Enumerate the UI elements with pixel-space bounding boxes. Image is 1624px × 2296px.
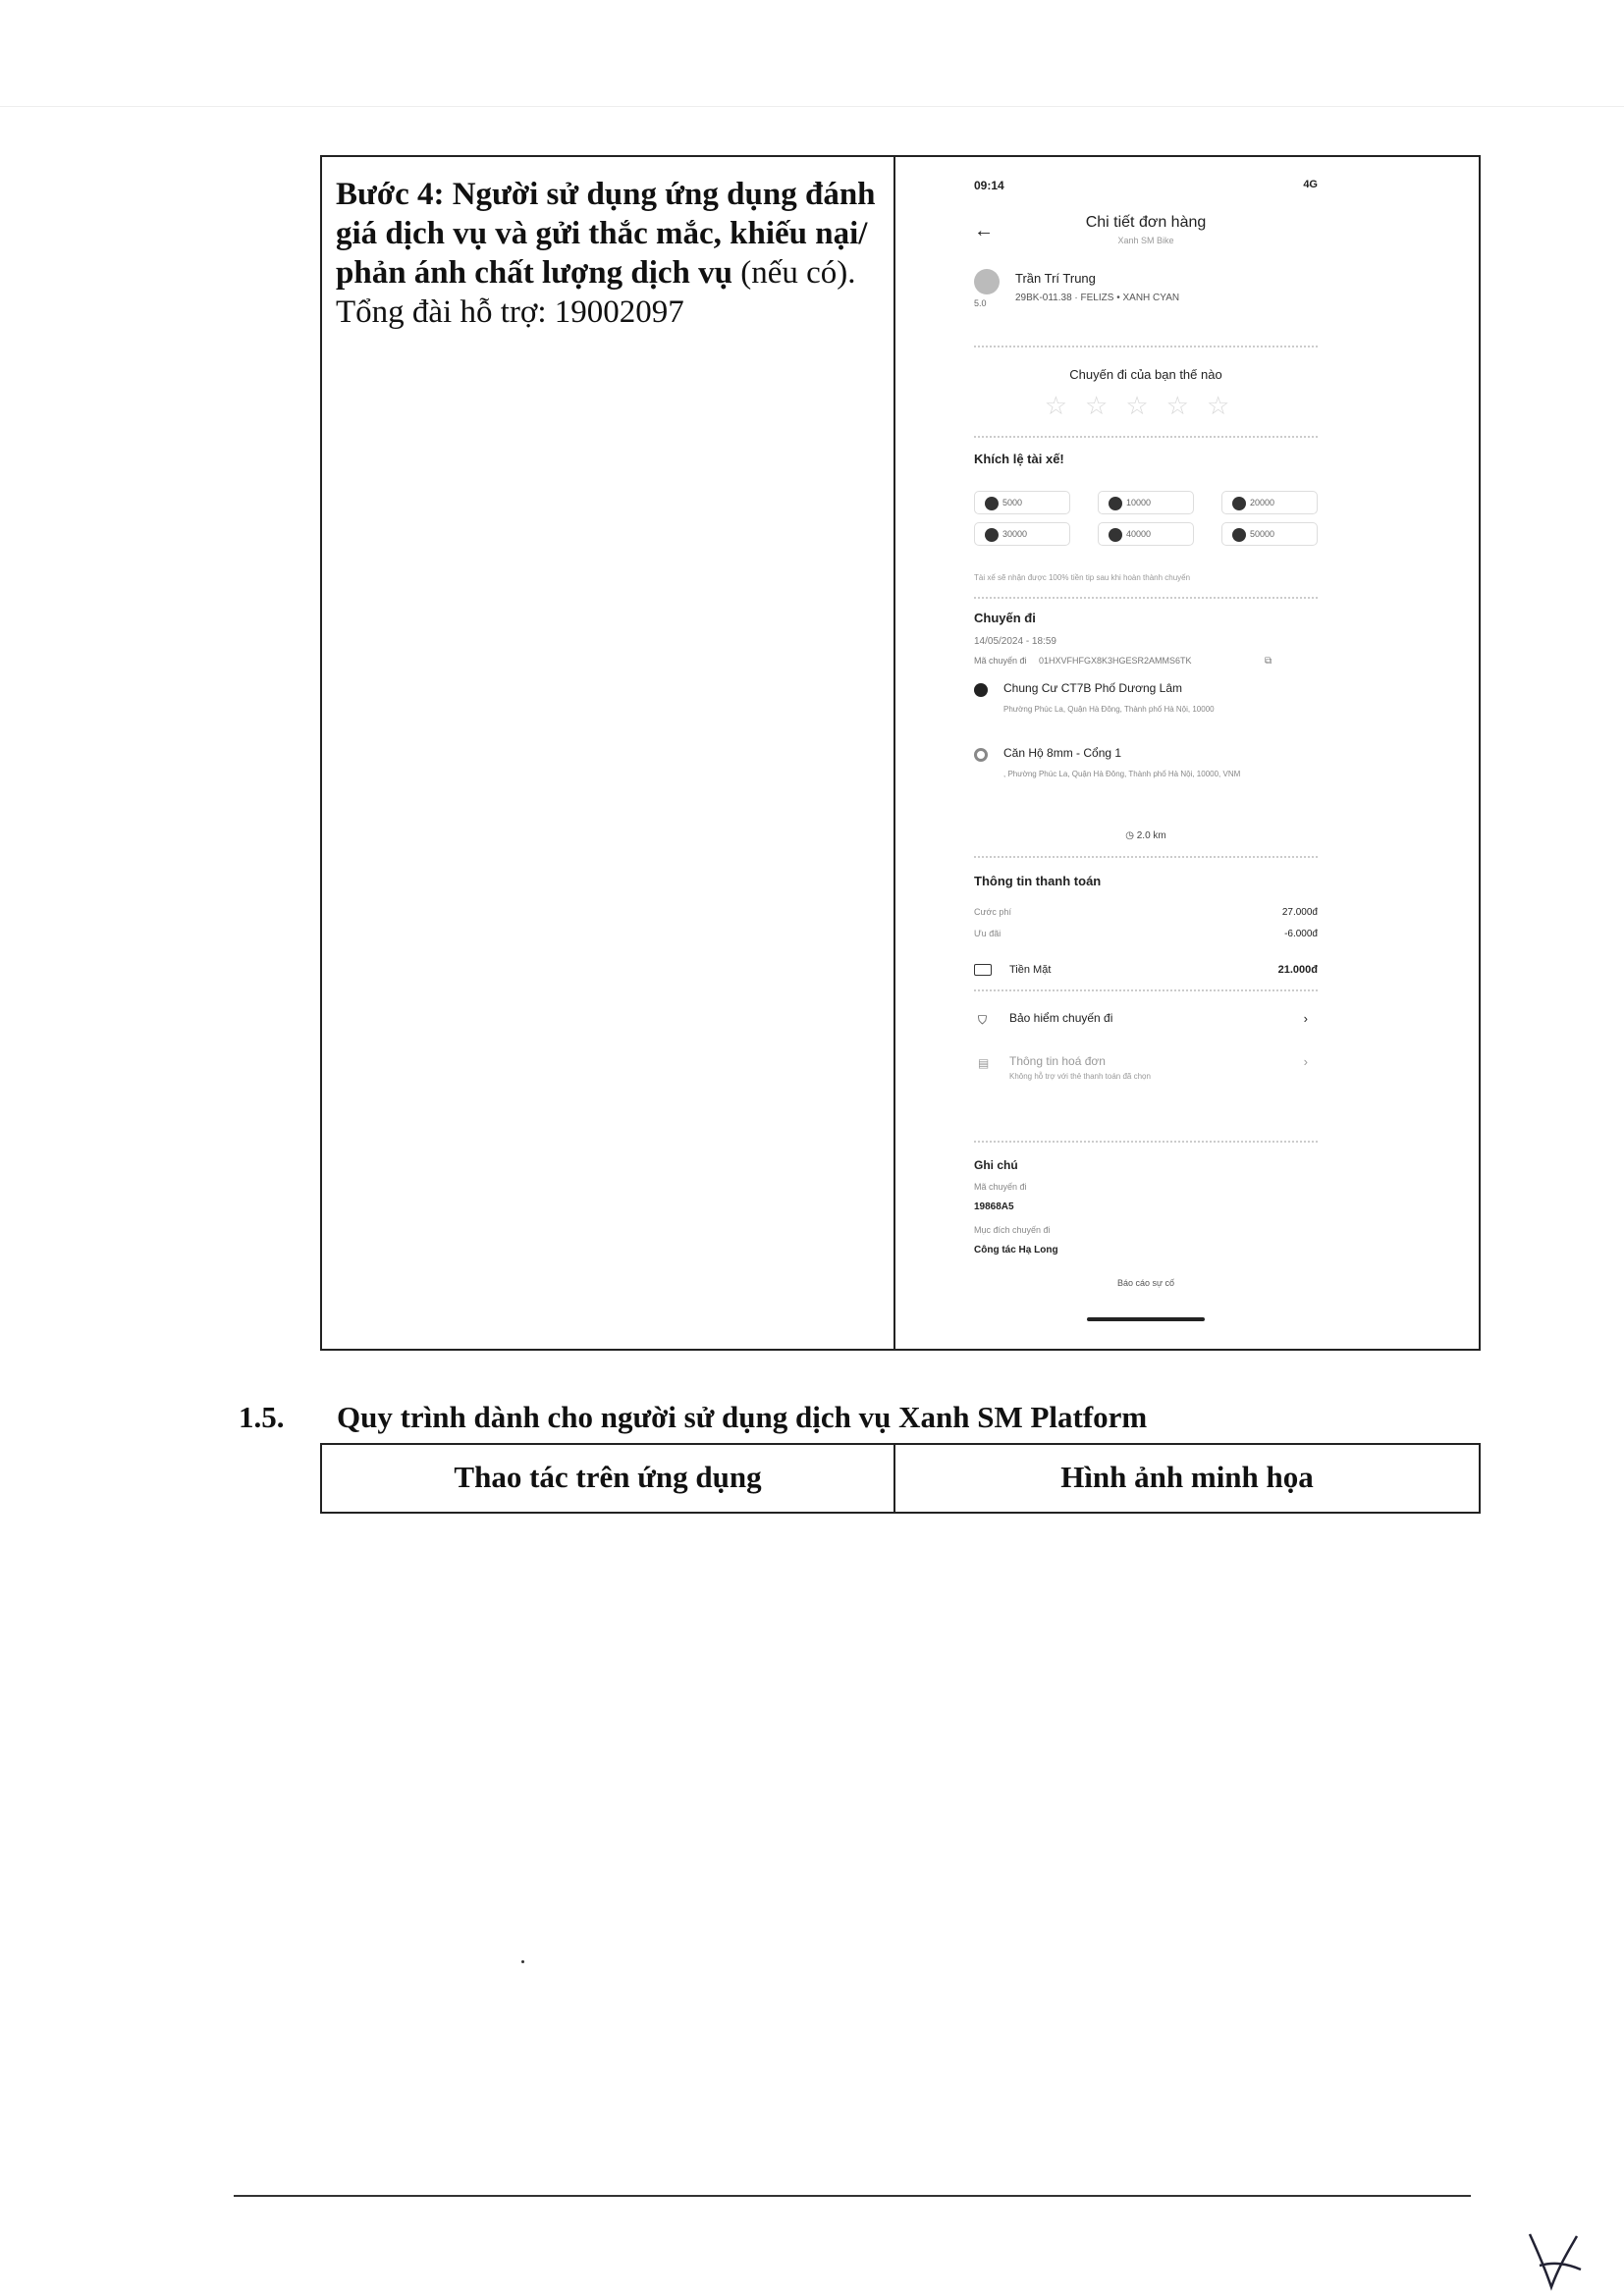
cash-icon <box>974 964 992 976</box>
dropoff-name: Căn Hộ 8mm - Cổng 1 <box>1003 746 1122 760</box>
divider <box>974 597 1318 599</box>
driver-rating: 5.0 <box>974 298 987 308</box>
fare-label: Cước phí <box>974 907 1011 917</box>
tip-option[interactable]: 50000 <box>1221 522 1318 546</box>
page-top-line <box>0 106 1624 107</box>
tip-option[interactable]: 10000 <box>1098 491 1194 514</box>
rating-prompt: Chuyến đi của bạn thế nào <box>1069 367 1222 382</box>
dropoff-icon <box>974 748 988 762</box>
tip-option[interactable]: 5000 <box>974 491 1070 514</box>
trip-code: 01HXVFHFGX8K3HGESR2AMMS6TK <box>1039 656 1192 666</box>
coin-icon <box>1232 497 1246 510</box>
note-purpose-label: Mục đích chuyến đi <box>974 1225 1051 1235</box>
driver-info <box>974 269 1318 318</box>
tip-option[interactable]: 20000 <box>1221 491 1318 514</box>
trip-title: Chuyến đi <box>974 611 1036 625</box>
invoice-icon: ▤ <box>978 1056 990 1070</box>
dropoff-address: , Phường Phúc La, Quận Hà Đông, Thành phố Hà Nội, 10000, VNM <box>1003 770 1241 778</box>
tip-option[interactable]: 40000 <box>1098 522 1194 546</box>
payment-title: Thông tin thanh toán <box>974 874 1102 888</box>
note-title: Ghi chú <box>974 1158 1018 1172</box>
back-arrow-icon[interactable]: ← <box>974 220 994 241</box>
tip-option[interactable]: 30000 <box>974 522 1070 546</box>
coin-icon <box>985 528 999 542</box>
clock-icon: ◷ <box>1125 830 1137 841</box>
chevron-right-icon: › <box>1303 1054 1308 1069</box>
discount-label: Ưu đãi <box>974 929 1001 938</box>
trip-code-label: Mã chuyến đi <box>974 656 1027 666</box>
phone-screenshot <box>974 179 1327 1337</box>
step-description-cell <box>322 157 895 1349</box>
divider <box>974 346 1318 347</box>
order-title: Chi tiết đơn hàng <box>1085 214 1207 231</box>
step-image-cell <box>895 157 1479 1349</box>
coin-icon <box>1109 497 1122 510</box>
shield-icon: ⛉ <box>978 1013 988 1027</box>
signal-icon: 4G <box>1303 179 1318 190</box>
home-indicator <box>1087 1317 1205 1321</box>
step-note: (nếu có). <box>731 255 856 291</box>
driver-name: Trần Trí Trung <box>1015 271 1096 286</box>
driver-avatar <box>974 269 1000 294</box>
order-header <box>974 208 1318 257</box>
coin-icon <box>1232 528 1246 542</box>
fare-value: 27.000đ <box>1281 907 1318 918</box>
invoice-label: Thông tin hoá đơn <box>1009 1054 1106 1068</box>
section-title: Quy trình dành cho người sử dụng dịch vụ Xanh SM Platform <box>337 1400 1148 1434</box>
trip-distance: ◷ 2.0 km <box>1125 830 1166 841</box>
trip-datetime: 14/05/2024 - 18:59 <box>974 636 1056 647</box>
pickup-icon <box>974 683 988 697</box>
process-table-header <box>320 1443 1481 1514</box>
signature-initial <box>1520 2226 1589 2295</box>
report-issue-link[interactable]: Báo cáo sự cố <box>1116 1278 1175 1288</box>
invoice-subtitle: Không hỗ trợ với thẻ thanh toán đã chọn <box>1009 1072 1151 1081</box>
pickup-address: Phường Phúc La, Quận Hà Đông, Thành phố Hà Nội, 10000 <box>1003 705 1215 714</box>
cash-value: 21.000đ <box>1277 964 1318 976</box>
step-description <box>336 175 880 332</box>
coin-icon <box>1109 528 1122 542</box>
note-purpose-value: Công tác Hạ Long <box>974 1245 1058 1255</box>
driver-plate: 29BK-011.38 · FELIZS • XANH CYAN <box>1015 293 1180 303</box>
divider <box>974 1141 1318 1143</box>
cash-label: Tiền Mặt <box>1009 964 1052 976</box>
coin-icon <box>985 497 999 510</box>
discount-row <box>974 929 1318 938</box>
tip-title: Khích lệ tài xế! <box>974 452 1064 466</box>
hotline-text: Tổng đài hỗ trợ: 19002097 <box>336 294 684 330</box>
discount-value: -6.000đ <box>1284 929 1318 939</box>
star-rating[interactable]: ☆☆☆☆☆ <box>1044 391 1248 420</box>
order-subtitle: Xanh SM Bike <box>1117 236 1174 245</box>
note-code-label: Mã chuyến đi <box>974 1182 1027 1192</box>
copy-icon[interactable]: ⧉ <box>1265 656 1272 667</box>
fare-row <box>974 907 1318 917</box>
column-header-action: Thao tác trên ứng dụng <box>322 1445 895 1512</box>
scan-dot <box>521 1960 524 1963</box>
column-header-image: Hình ảnh minh họa <box>1060 1460 1314 1494</box>
step-table <box>320 155 1481 1351</box>
pickup-name: Chung Cư CT7B Phố Dương Lâm <box>1003 681 1183 695</box>
chevron-right-icon: › <box>1303 1011 1308 1026</box>
step-title: Bước 4: Người sử dụng ứng dụng đánh giá dịch vụ và gửi thắc mắc, khiếu nại/ phản ánh chất lượng dịch vụ <box>336 177 876 291</box>
tip-note: Tài xế sẽ nhận được 100% tiền tip sau khi hoàn thành chuyến <box>974 573 1191 582</box>
section-number: 1.5. <box>239 1400 285 1434</box>
insurance-label: Bảo hiểm chuyến đi <box>1009 1011 1113 1025</box>
status-bar <box>974 179 1318 200</box>
divider <box>974 436 1318 438</box>
divider <box>974 989 1318 991</box>
footer-line <box>234 2195 1471 2197</box>
note-code-value: 19868A5 <box>974 1201 1014 1212</box>
divider <box>974 856 1318 858</box>
status-time: 09:14 <box>974 179 1004 192</box>
